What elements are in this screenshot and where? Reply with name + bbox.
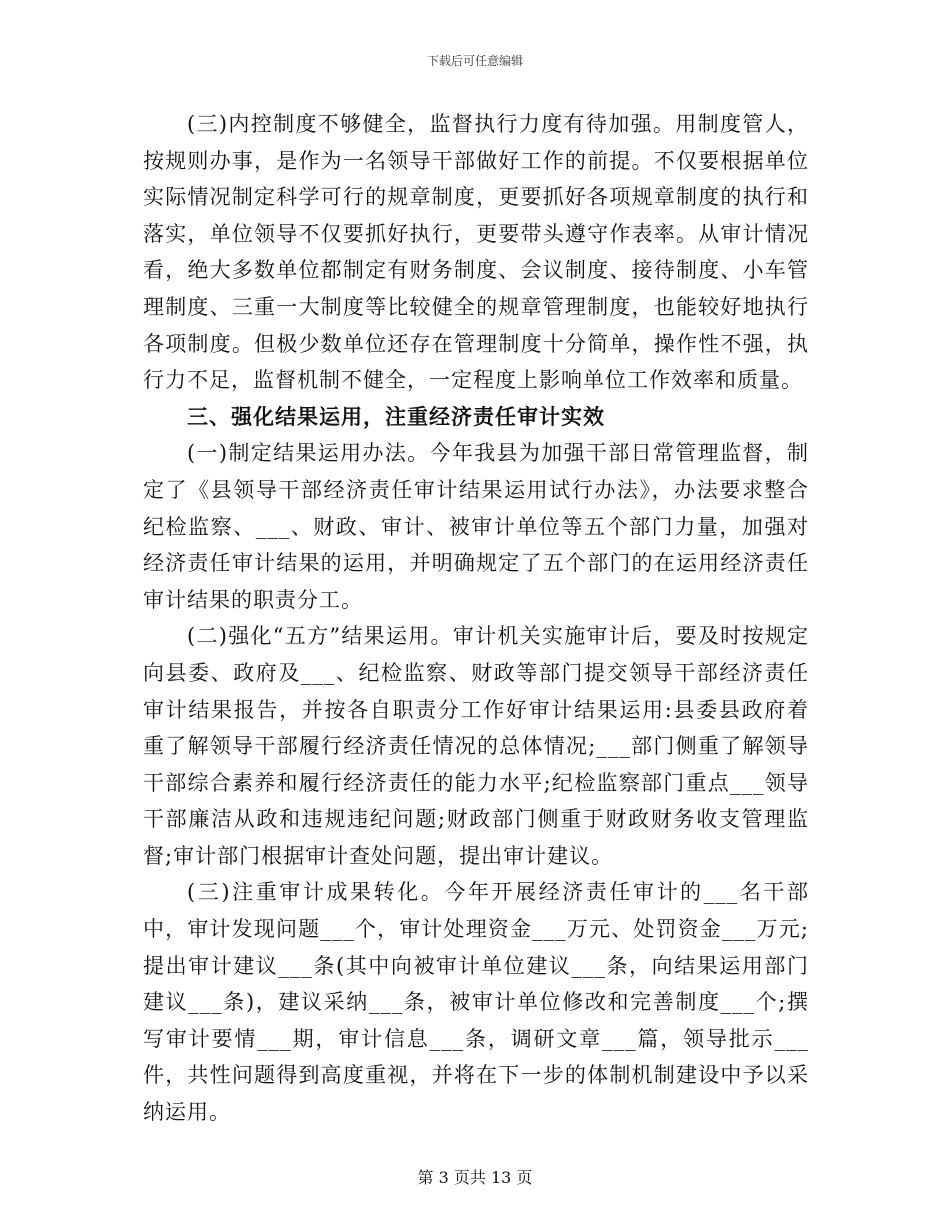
section-heading-three: 三、强化结果运用，注重经济责任审计实效 bbox=[187, 403, 605, 429]
paragraph-achievement-transform: (三)注重审计成果转化。今年开展经济责任审计的___名干部中，审计发现问题___个，审计处理资金___万元、处罚资金___万元;提出审计建议___条(其中向被审计单位建议___条，向结果运用部门建议___条)，建议采纳___条，被审计单位修改和完善制度___个;撰写审计要情___期，审计信息___条，调研文章___篇，领导批示___件，共性问题得到高度重视，并将在下一步的体制机制建设中予以采纳运用。 bbox=[143, 880, 809, 1125]
paragraph-result-method: (一)制定结果运用办法。今年我县为加强干部日常管理监督，制定了《县领导干部经济责任审计结果运用试行办法》，办法要求整合纪检监察、___、财政、审计、被审计单位等五个部门力量，加强对经济责任审计结果的运用，并明确规定了五个部门的在运用经济责任审计结果的职责分工。 bbox=[143, 441, 809, 612]
header-note: 下载后可任意编辑 bbox=[426, 54, 523, 68]
paragraph-internal-control: (三)内控制度不够健全，监督执行力度有待加强。用制度管人，按规则办事，是作为一名领导干部做好工作的前提。不仅要根据单位实际情况制定科学可行的规章制度，更要抓好各项规章制度的执行和落实，单位领导不仅要抓好执行，更要带头遵守作表率。从审计情况看，绝大多数单位都制定有财务制度、会议制度、接待制度、小车管理制度、三重一大制度等比较健全的规章管理制度，也能较好地执行各项制度。但极少数单位还存在管理制度十分简单，操作性不强，执行力不足，监督机制不健全，一定程度上影响单位工作效率和质量。 bbox=[143, 112, 809, 393]
document-body bbox=[143, 106, 809, 1131]
page-footer: 第 3 页共 13 页 bbox=[417, 1168, 533, 1187]
paragraph-five-party: (二)强化“五方”结果运用。审计机关实施审计后，要及时按规定向县委、政府及___、纪检监察、财政等部门提交领导干部经济责任审计结果报告，并按各自职责分工作好审计结果运用:县委县政府着重了解领导干部履行经济责任情况的总体情况;___部门侧重了解领导干部综合素养和履行经济责任的能力水平;纪检监察部门重点___领导干部廉洁从政和违规违纪问题;财政部门侧重于财政财务收支管理监督;审计部门根据审计查处问题，提出审计建议。 bbox=[143, 624, 809, 868]
